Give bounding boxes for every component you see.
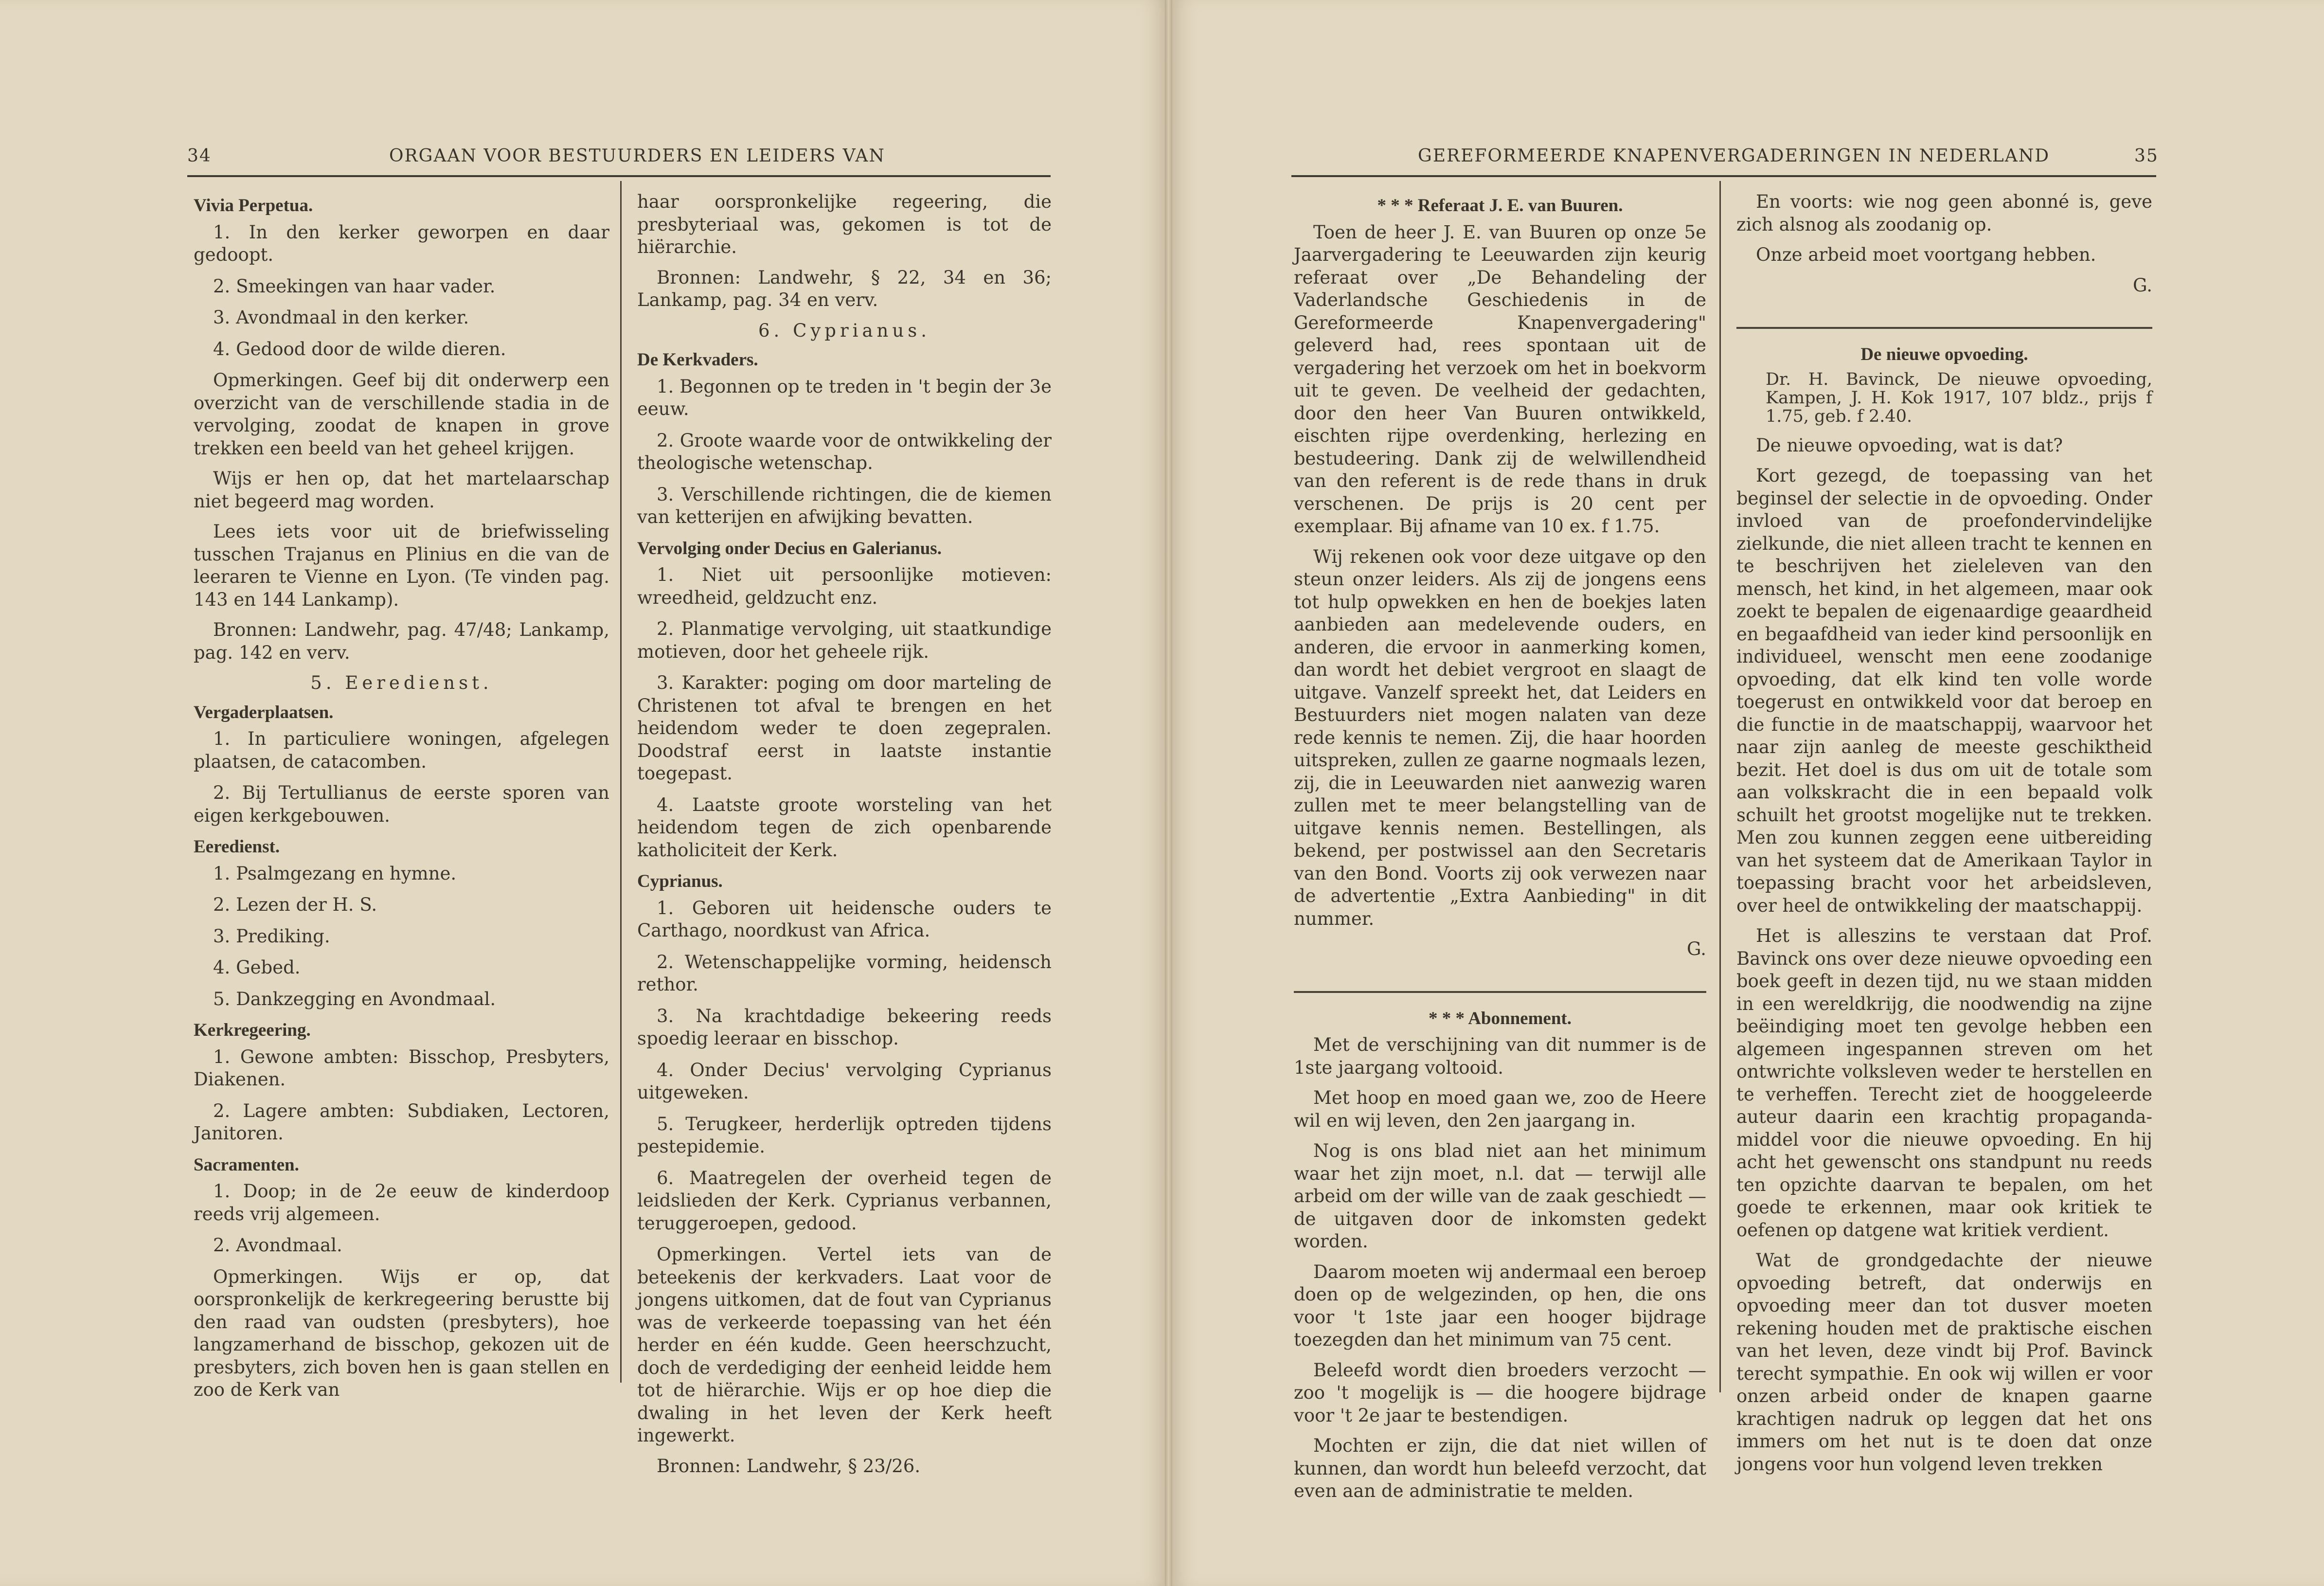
numbered-item: 2. Wetenschappelijke vorming, heidensch rethor. (637, 951, 1052, 995)
right-page-number: 35 (2134, 146, 2159, 166)
right-header-rule (1291, 175, 2156, 177)
section-heading: Kerkregeering. (194, 1020, 311, 1040)
numbered-item: 4. Onder Decius' vervolging Cyprianus uitgeweken. (637, 1059, 1052, 1103)
right-column-2 (1736, 191, 2152, 1483)
numbered-item: 4. Gedood door de wilde dieren. (213, 338, 506, 360)
paragraph: Onze arbeid moet voortgang hebben. (1756, 244, 2096, 265)
paragraph: Wijs er hen op, dat het martelaarschap niet begeerd mag worden. (194, 468, 609, 512)
numbered-item: 4. Laatste groote worsteling van het heidendom tegen de zich openbarende katholiciteit der Kerk. (637, 794, 1052, 861)
section-heading: * * * Referaat J. E. van Buuren. (1377, 196, 1623, 216)
right-running-title: GEREFORMEERDE KNAPENVERGADERINGEN IN NEDERLAND (1418, 146, 2050, 166)
section-heading: Sacramenten. (194, 1154, 299, 1175)
section-heading: Vergaderplaatsen. (194, 702, 334, 722)
paragraph: Wij rekenen ook voor deze uitgave op den steun onzer leiders. Als zij de jongens eens tot hulp opwekken en hen de boekjes laten aanbieden aan medelevende ouders, en anderen, die ervoor in aanmerking komen, dan wordt het debiet vergroot en slaagt de uitgave. Vanzelf spreekt het, dat Leiders en Bestuurders niet mogen nalaten van deze rede kennis te nemen. Zij, die haar hoorden uitspreken, zullen ze gaarne nogmaals lezen, zij, die in Leeuwarden niet aanwezig waren zullen met te meer belangstelling van de uitgave kennis nemen. Bestellingen, als bekend, per postwissel aan den Secretaris van den Bond. Voorts zij ook verwezen naar de advertentie „Extra Aanbieding" in dit nummer. (1294, 546, 1706, 929)
signature: G. (1687, 938, 1706, 959)
paragraph: Opmerkingen. Geef bij dit onderwerp een overzicht van de verschillende stadia in de vervolging, zoodat de knapen in grove trekken een beeld van het geheel krijgen. (194, 370, 609, 459)
paragraph: En voorts: wie nog geen abonné is, geve zich alsnog als zoodanig op. (1736, 191, 2152, 235)
left-page-number: 34 (187, 146, 212, 166)
paragraph: Bronnen: Landwehr, pag. 47/48; Lankamp, pag. 142 en verv. (194, 619, 609, 663)
numbered-item: 6. Maatregelen der overheid tegen de leidslieden der Kerk. Cyprianus verbannen, teruggeroepen, gedood. (637, 1167, 1052, 1234)
section-heading: Vivia Perpetua. (194, 196, 313, 216)
numbered-item: 1. In particuliere woningen, afgelegen plaatsen, de catacomben. (194, 728, 609, 772)
numbered-item: 3. Karakter: poging om door marteling de Christenen tot afval te brengen en het heidendom weder te doen zegepralen. Doodstraf eerst in laatste instantie toegepast. (637, 672, 1052, 784)
paragraph: Met hoop en moed gaan we, zoo de Heere wil en wij leven, den 2en jaargang in. (1294, 1087, 1706, 1131)
paragraph: Kort gezegd, de toepassing van het beginsel der selectie in de opvoeding. Onder invloed van de proefondervindelijke zielkunde, die niet alleen tracht te kennen en te beschrijven het zieleleven van den mensch, het kind, in het algemeen, maar ook zoekt te bepalen de eigenaardige geaardheid en begaafdheid van ieder kind persoonlijk en individueel, wenscht men eene zoodanige opvoeding, dat elk kind ten volle worde toegerust en ontwikkeld voor dat beroep en die functie in de maatschappij, waarvoor het naar zijn aanleg de meeste geschiktheid bezit. Het doel is dus om uit de totale som aan volkskracht die in een bepaald volk schuilt het grootst mogelijke nut te trekken. Men zou kunnen zeggen eene uitbereiding van het systeem dat de Amerikaan Taylor in toepassing bracht voor het arbeidsleven, over heel de ontwikkeling der maatschappij. (1736, 465, 2152, 916)
paragraph: Mochten er zijn, die dat niet willen of kunnen, dan wordt hun beleefd verzocht, dat even aan de administratie te melden. (1294, 1435, 1706, 1501)
signature: G. (2133, 274, 2152, 296)
numbered-item: 2. Smeekingen van haar vader. (213, 275, 496, 297)
chapter-heading: 5. Eeredienst. (310, 672, 493, 693)
section-rule (1294, 969, 1706, 993)
section-rule (1736, 305, 2152, 329)
numbered-item: 2. Groote waarde voor de ontwikkeling der theologische wetenschap. (637, 430, 1052, 473)
right-page (1172, 0, 2324, 1586)
paragraph: Het is alleszins te verstaan dat Prof. Bavinck ons over deze nieuwe opvoeding een boek geeft in dezen tijd, nu we staan midden in een wereldkrijg, die noodwendig na zijne beëindiging moet ten gevolge hebben een algemeen ingespannen streven om het ontwrichte volksleven weder te herstellen en te verheffen. Terecht ziet de hooggeleerde auteur daarin een krachtig propaganda-middel voor die nieuwe opvoeding. En hij acht het gewenscht ons standpunt nu reeds ten opzichte daarvan te bepalen, om het goede te erkennen, maar ook kritiek te oefenen op datgene wat kritiek verdient. (1736, 925, 2152, 1241)
paragraph: Beleefd wordt dien broeders verzocht — zoo 't mogelijk is — die hoogere bijdrage voor 't 2e jaar te bestendigen. (1294, 1359, 1706, 1426)
paragraph: Toen de heer J. E. van Buuren op onze 5e Jaarvergadering te Leeuwarden zijn keurig referaat over „De Behandeling der Vaderlandsche Geschiedenis in de Gereformeerde Knapenvergadering" geleverd had, rees spontaan uit de vergadering het verzoek om het in boekvorm uit te geven. De veelheid der gedachten, door den heer Van Buuren ontwikkeld, eischten rijpe overdenking, herlezing en bestudeering. Dank zij de welwillendheid van den referent is de rede thans in druk verschenen. De prijs is 20 cent per exemplaar. Bij afname van 10 ex. f 1.75. (1294, 221, 1706, 537)
bibliographic-reference: Dr. H. Bavinck, De nieuwe opvoeding, Kampen, J. H. Kok 1917, 107 bldz., prijs f 1.75, geb. f 2.40. (1766, 369, 2152, 426)
numbered-item: 2. Planmatige vervolging, uit staatkundige motieven, door het geheele rijk. (637, 618, 1052, 662)
numbered-item: 1. Begonnen op te treden in 't begin der 3e eeuw. (637, 376, 1052, 419)
numbered-item: 2. Lagere ambten: Subdiaken, Lectoren, Janitoren. (194, 1100, 609, 1144)
left-column-divider (620, 181, 622, 1383)
numbered-item: 5. Dankzegging en Avondmaal. (213, 988, 496, 1009)
numbered-item: 3. Prediking. (213, 925, 330, 947)
section-heading: De nieuwe opvoeding. (1860, 344, 2028, 364)
left-column-2 (637, 191, 1052, 1485)
section-heading: Vervolging onder Decius en Galerianus. (637, 538, 942, 559)
section-heading: * * * Abonnement. (1429, 1008, 1572, 1028)
section-heading: Eeredienst. (194, 837, 280, 857)
numbered-item: 1. Gewone ambten: Bisschop, Presbyters, Diakenen. (194, 1046, 609, 1090)
numbered-item: 3. Avondmaal in den kerker. (213, 307, 469, 328)
section-heading: De Kerkvaders. (637, 350, 758, 370)
paragraph: Opmerkingen. Wijs er op, dat oorspronkelijk de kerkregeering berustte bij den raad van oudsten (presbyters), hoe langzamerhand de bisschop, gekozen uit de presbyters, zich boven hen is gaan stellen en zoo de Kerk van (194, 1266, 609, 1400)
left-header-rule (187, 175, 1051, 177)
paragraph: De nieuwe opvoeding, wat is dat? (1756, 434, 2063, 456)
right-column-divider (1719, 181, 1721, 1392)
book-gutter (1165, 0, 1172, 1586)
paragraph: Lees iets voor uit de briefwisseling tusschen Trajanus en Plinius en die van de leeraren te Vienne en Lyon. (Te vinden pag. 143 en 144 Lankamp). (194, 521, 609, 610)
section-heading: Cyprianus. (637, 871, 723, 891)
numbered-item: 3. Verschillende richtingen, die de kiemen van ketterijen en afwijking bevatten. (637, 484, 1052, 527)
numbered-item: 2. Bij Tertullianus de eerste sporen van eigen kerkgebouwen. (194, 782, 609, 826)
numbered-item: 4. Gebed. (213, 957, 301, 978)
numbered-item: 1. Niet uit persoonlijke motieven: wreedheid, geldzucht enz. (637, 564, 1052, 608)
paragraph: Met de verschijning van dit nummer is de 1ste jaargang voltooid. (1294, 1034, 1706, 1078)
paragraph: Bronnen: Landwehr, § 22, 34 en 36; Lankamp, pag. 34 en verv. (637, 267, 1052, 310)
left-running-title: ORGAAN VOOR BESTUURDERS EN LEIDERS VAN (389, 146, 885, 166)
numbered-item: 1. In den kerker geworpen en daar gedoopt. (194, 221, 609, 265)
numbered-item: 3. Na krachtdadige bekeering reeds spoedig leeraar en bisschop. (637, 1005, 1052, 1049)
numbered-item: 5. Terugkeer, herderlijk optreden tijdens pestepidemie. (637, 1113, 1052, 1157)
right-column-1 (1294, 191, 1706, 1511)
numbered-item: 1. Psalmgezang en hymne. (213, 863, 457, 884)
numbered-item: 1. Geboren uit heidensche ouders te Carthago, noordkust van Africa. (637, 897, 1052, 941)
numbered-item: 2. Lezen der H. S. (213, 894, 377, 915)
paragraph: Opmerkingen. Vertel iets van de beteekenis der kerkvaders. Laat voor de jongens uitkomen, dat de fout van Cyprianus was de verkeerde toepassing van het één herder en één kudde. Geen heerschzucht, doch de verdediging der eenheid leidde hem tot de hiërarchie. Wijs er op hoe diep die dwaling in het leven der Kerk heeft ingewerkt. (637, 1244, 1052, 1446)
paragraph: Bronnen: Landwehr, § 23/26. (657, 1455, 921, 1477)
paragraph: Nog is ons blad niet aan het minimum waar het zijn moet, n.l. dat — terwijl alle arbeid om der wille van de zaak geschiedt — de uitgaven door de inkomsten gedekt worden. (1294, 1140, 1706, 1252)
left-column-1 (194, 191, 609, 1409)
paragraph: Wat de grondgedachte der nieuwe opvoeding betreft, dat onderwijs en opvoeding meer dan tot dusver moeten rekening houden met de praktische eischen van het leven, deze vindt bij Prof. Bavinck terecht sympathie. En ook wij willen er voor onzen arbeid onder de knapen gaarne krachtigen nadruk op leggen dat het ons immers om het nut is te doen dat onze jongens voor hun volgend leven trekken (1736, 1250, 2152, 1475)
paragraph: Daarom moeten wij andermaal een beroep doen op de welgezinden, op hen, die ons voor 't 1ste jaar een hooger bijdrage toezegden dan het minimum van 75 cent. (1294, 1261, 1706, 1350)
chapter-heading: 6. Cyprianus. (758, 320, 930, 341)
numbered-item: 1. Doop; in de 2e eeuw de kinderdoop reeds vrij algemeen. (194, 1181, 609, 1225)
paragraph: haar oorspronkelijke regeering, die presbyteriaal was, gekomen is tot de hiërarchie. (637, 191, 1052, 257)
numbered-item: 2. Avondmaal. (213, 1235, 342, 1256)
